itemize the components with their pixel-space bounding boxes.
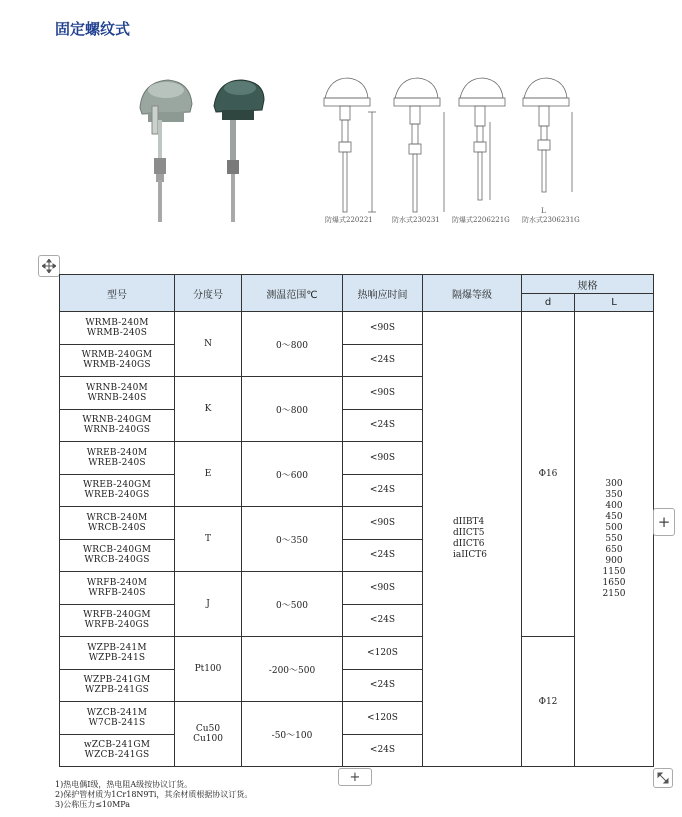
spec-table (59, 274, 654, 767)
length-value: 450 (605, 511, 623, 522)
length-value: 500 (605, 522, 623, 533)
response-cell: <24S (343, 604, 423, 637)
graduation-cell: J (175, 572, 242, 637)
model-number: WZPB-241GS (85, 685, 149, 696)
note-3: 3)公称压力≤10MPa (55, 800, 131, 809)
length-value: 900 (605, 555, 623, 566)
model-cell (60, 734, 175, 767)
length-value: 650 (605, 544, 623, 555)
model-number: WRFB-240GM (83, 610, 151, 621)
model-number: WREB-240S (88, 457, 146, 468)
model-cell (60, 507, 175, 540)
graduation-cell: Pt100 (175, 637, 242, 702)
model-number: WZPB-241S (88, 652, 146, 663)
range-cell: -200～500 (242, 637, 343, 702)
table-move-handle[interactable] (38, 255, 60, 277)
product-photos (130, 70, 280, 230)
table-resize-handle[interactable] (653, 768, 673, 788)
model-number: WREB-240M (86, 447, 148, 458)
model-number: WZCB-241M (86, 707, 148, 718)
model-number: WRNB-240GM (82, 415, 152, 426)
model-cell (60, 539, 175, 572)
note-1: 1)热电偶I级，热电阻A级按协议订货。 (55, 780, 193, 789)
caption-2: 防水式230231 (392, 216, 440, 224)
length-value: 350 (605, 489, 623, 500)
range-cell: 0～600 (242, 442, 343, 507)
model-cell (60, 474, 175, 507)
spec-d-cell: Φ16 (522, 312, 575, 637)
model-number: WRCB-240GS (84, 555, 150, 566)
graduation-cell: Cu50 Cu100 (175, 702, 242, 767)
table-row (60, 312, 654, 345)
model-cell (60, 604, 175, 637)
spec-d-cell: Φ12 (522, 637, 575, 767)
table-row (60, 637, 654, 670)
model-number: WRMB-240S (86, 327, 148, 338)
graduation-cell: T (175, 507, 242, 572)
response-cell: <24S (343, 409, 423, 442)
model-number: wZCB-241GM (83, 740, 151, 751)
response-cell: <90S (343, 442, 423, 475)
photo-light-gray-head (140, 80, 192, 222)
model-number: WRFB-240M (86, 577, 148, 588)
dimension-drawings (310, 72, 590, 232)
response-cell: <24S (343, 539, 423, 572)
model-number: WRFB-240GS (84, 620, 150, 631)
model-number: WRCB-240M (86, 512, 148, 523)
model-number: W7CB-241S (88, 717, 146, 728)
response-cell: <90S (343, 572, 423, 605)
model-number: WREB-240GS (84, 490, 150, 501)
explosion-grade: dIICT6 (453, 539, 485, 549)
spec-L-cell (575, 312, 654, 767)
caption-4: 防水式2306231G (522, 216, 580, 224)
drawing-3 (459, 78, 505, 200)
range-cell: -50～100 (242, 702, 343, 767)
header-spec-d: d (522, 294, 575, 312)
graduation-cell: K (175, 377, 242, 442)
range-cell: 0～500 (242, 572, 343, 637)
model-cell (60, 409, 175, 442)
response-cell: <120S (343, 637, 423, 670)
response-cell: <24S (343, 669, 423, 702)
caption-1: 防爆式220221 (325, 216, 373, 224)
caption-l-mark: L (541, 207, 546, 215)
model-cell (60, 442, 175, 475)
model-cell (60, 377, 175, 410)
model-number: WRNB-240M (86, 382, 148, 393)
length-value: 550 (605, 533, 623, 544)
model-number: WZCB-241GS (84, 750, 150, 761)
graduation-cell: N (175, 312, 242, 377)
model-number: WREB-240GM (82, 480, 151, 491)
header-explosion: 隔爆等级 (423, 275, 522, 312)
response-cell: <90S (343, 377, 423, 410)
length-value: 1150 (602, 566, 626, 577)
photo-dark-green-head (214, 80, 264, 222)
drawing-4 (523, 78, 572, 192)
move-arrows-icon (42, 259, 56, 273)
model-number: WZPB-241M (87, 642, 147, 653)
model-number: WRNB-240S (87, 392, 147, 403)
header-range: 测温范围℃ (242, 275, 343, 312)
length-value: 1650 (602, 577, 626, 588)
length-value: 400 (605, 500, 623, 511)
resize-icon (657, 772, 669, 784)
header-graduation: 分度号 (175, 275, 242, 312)
model-cell (60, 637, 175, 670)
caption-3: 防爆式2206221G (452, 216, 510, 224)
model-cell (60, 702, 175, 735)
header-response: 热响应时间 (343, 275, 423, 312)
response-cell: <120S (343, 702, 423, 735)
model-cell (60, 572, 175, 605)
model-number: WRCB-240GM (82, 545, 152, 556)
header-spec: 规格 (522, 275, 654, 294)
response-cell: <90S (343, 507, 423, 540)
model-number: WRMB-240GM (81, 350, 153, 361)
length-value: 300 (605, 478, 623, 489)
model-cell (60, 312, 175, 345)
notes (55, 780, 252, 810)
range-cell: 0～800 (242, 377, 343, 442)
model-number: WRNB-240GS (83, 425, 151, 436)
model-cell (60, 669, 175, 702)
model-number: WZPB-241GM (83, 675, 151, 686)
explosion-grade: dIIBT4 (453, 517, 485, 527)
page-title: 固定螺纹式 (55, 20, 131, 38)
model-number: WRCB-240S (88, 522, 146, 533)
drawing-2 (394, 78, 444, 212)
model-number: WRMB-240M (85, 317, 149, 328)
note-2: 2)保护管材质为1Cr18N9Ti，其余材质根据协议订货。 (55, 790, 253, 799)
explosion-grade: iaIICT6 (453, 550, 487, 560)
range-cell: 0～800 (242, 312, 343, 377)
response-cell: <24S (343, 734, 423, 767)
explosion-grade: dIICT5 (453, 528, 485, 538)
range-cell: 0～350 (242, 507, 343, 572)
explosion-grade-cell (423, 312, 522, 767)
header-spec-L: L (575, 294, 654, 312)
add-row-button[interactable]: + (338, 768, 372, 786)
model-number: WRMB-240GS (83, 360, 151, 371)
graduation-cell: E (175, 442, 242, 507)
response-cell: <90S (343, 312, 423, 345)
model-cell (60, 344, 175, 377)
model-number: WRFB-240S (88, 587, 146, 598)
response-cell: <24S (343, 474, 423, 507)
drawing-1 (324, 78, 376, 212)
header-model: 型号 (60, 275, 175, 312)
length-value: 2150 (602, 588, 626, 599)
add-column-button[interactable]: + (653, 508, 675, 536)
response-cell: <24S (343, 344, 423, 377)
